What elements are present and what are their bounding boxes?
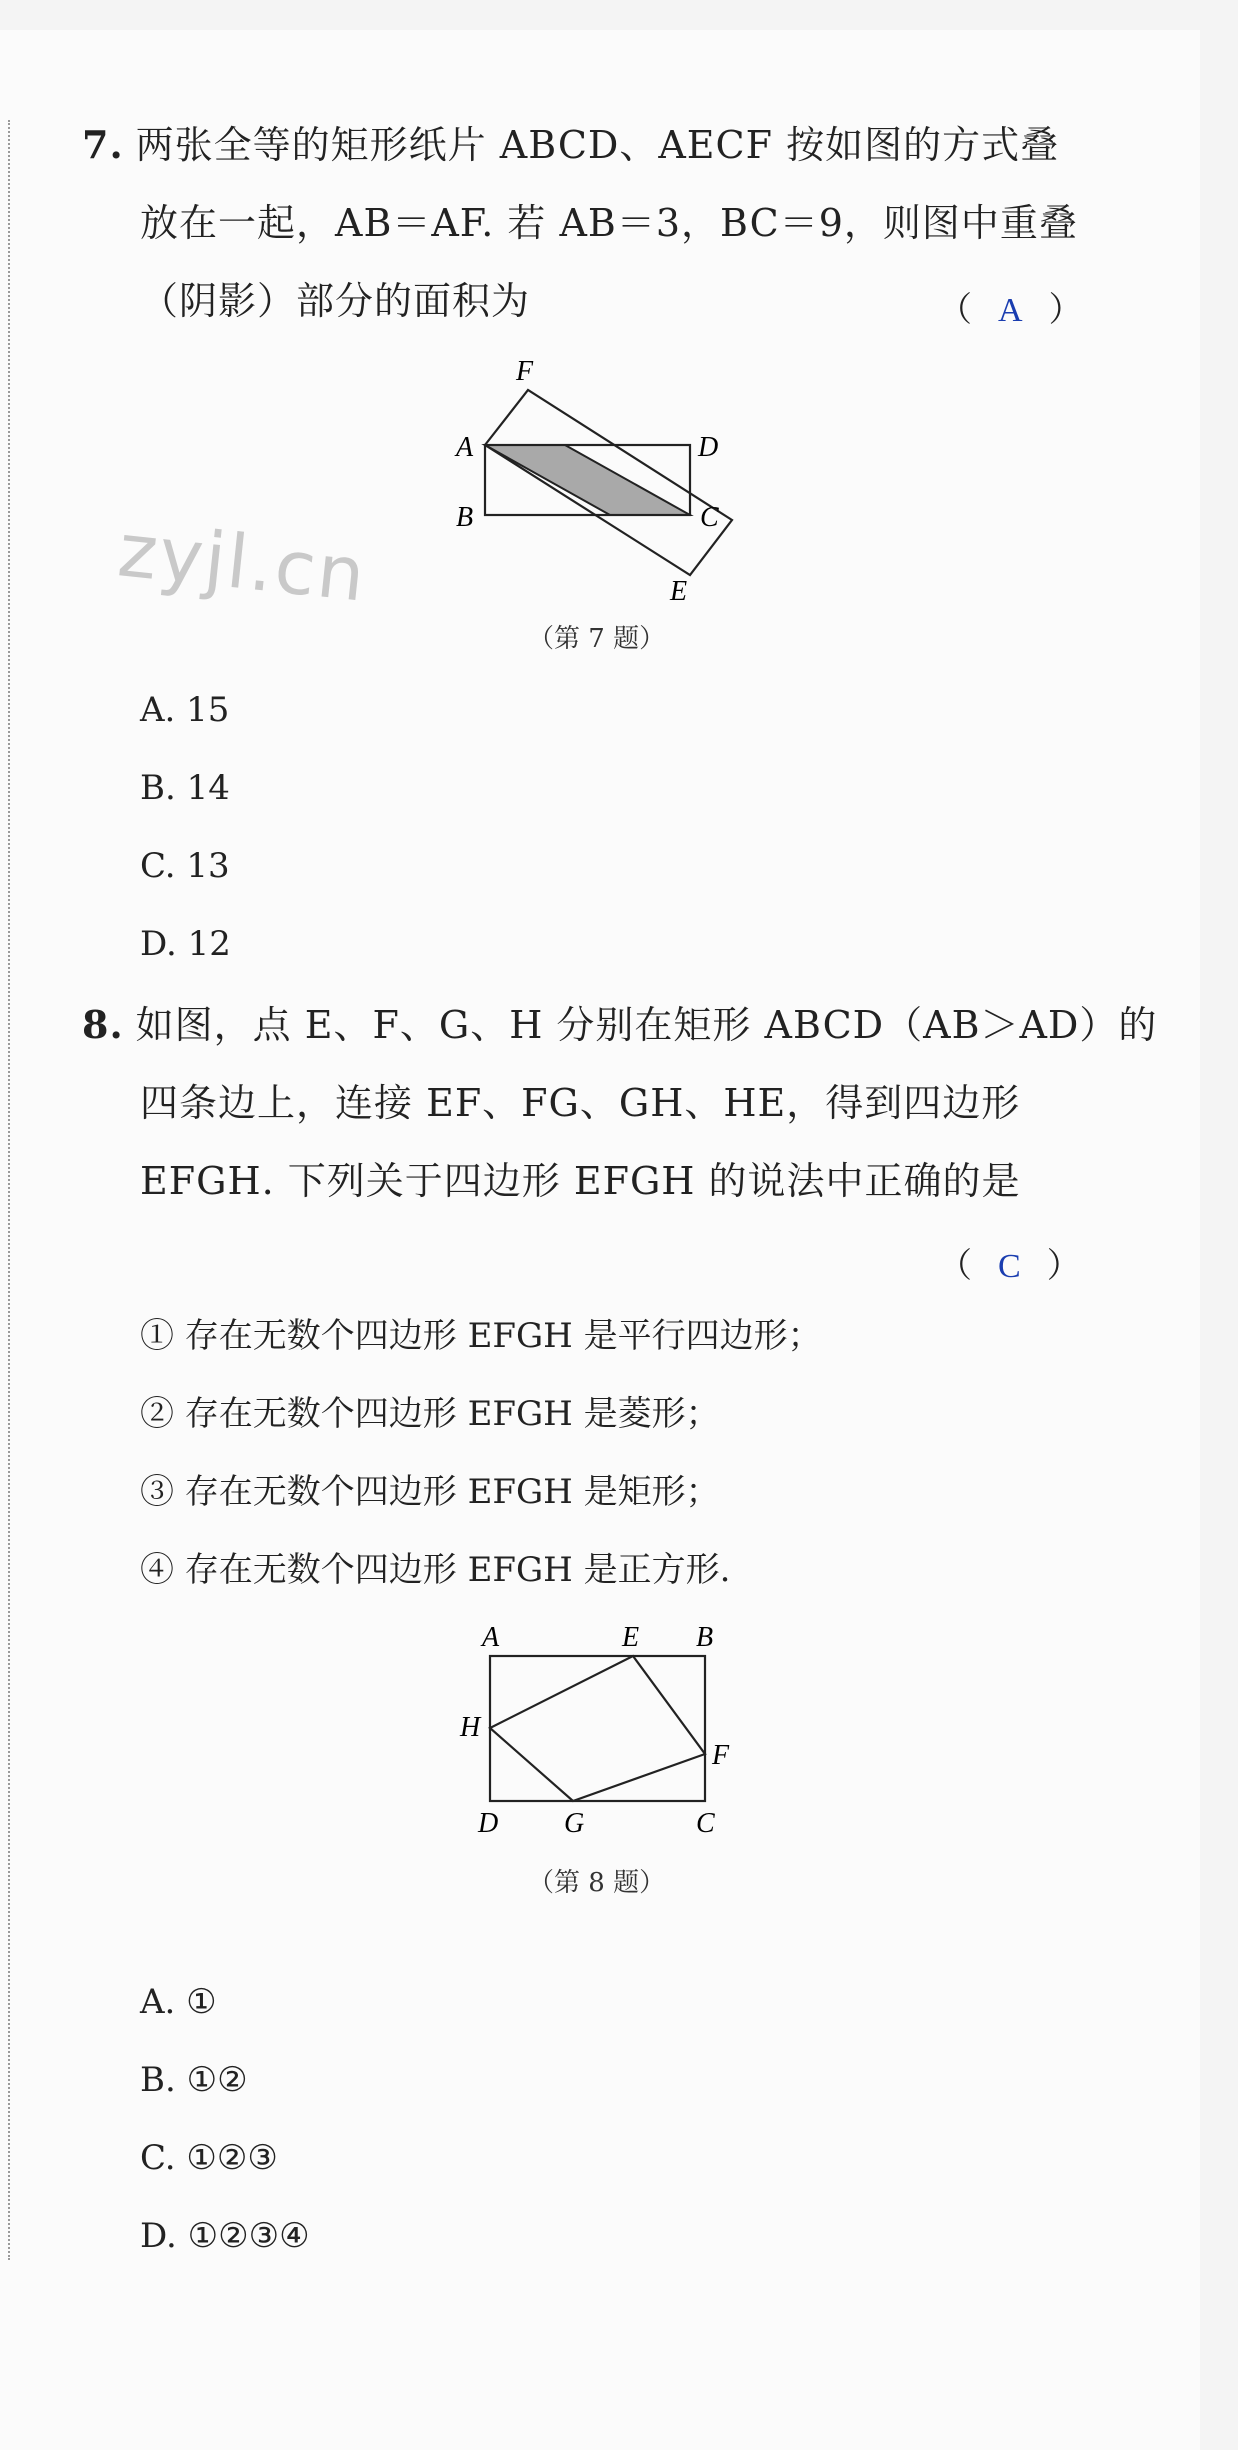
q8-label-h: H: [460, 1712, 481, 1743]
q8-number: 8.: [82, 1002, 124, 1047]
q7-shaded-overlap: [485, 445, 690, 515]
q7-label-d: D: [698, 432, 719, 463]
q7-label-b: B: [456, 502, 474, 533]
q8-rect-abcd: [490, 1656, 705, 1801]
q7-option-c[interactable]: C. 13: [140, 846, 230, 886]
q8-figure: [450, 1618, 750, 1848]
margin-dotted-line: [8, 120, 10, 2260]
q7-label-c: C: [700, 502, 719, 533]
q7-answer: A: [998, 292, 1023, 329]
q8-option-b[interactable]: B. ①②: [140, 2060, 248, 2100]
q7-option-a[interactable]: A. 15: [140, 690, 230, 730]
q7-text-1: 两张全等的矩形纸片 ABCD、AECF 按如图的方式叠: [135, 123, 1060, 167]
q8-option-a[interactable]: A. ①: [140, 1982, 217, 2022]
q8-label-d: D: [478, 1808, 499, 1839]
q7-text-3: （阴影）部分的面积为: [140, 279, 531, 323]
q7-label-a: A: [456, 432, 474, 463]
watermark: zyjl.cn: [114, 507, 371, 619]
q8-label-a: A: [482, 1622, 500, 1653]
q8-label-c: C: [696, 1808, 715, 1839]
q7-number: 7.: [82, 122, 124, 167]
q8-answer-bracket: （ C ）: [938, 1246, 1081, 1286]
q8-line-1: [82, 1002, 1157, 1048]
q7-line-1: [82, 122, 1059, 168]
q8-text-1: 如图，点 E、F、G、H 分别在矩形 ABCD（AB＞AD）的: [135, 1003, 1158, 1047]
q7-caption: （第 7 题）: [528, 624, 666, 654]
q8-statement-1: ① 存在无数个四边形 EFGH 是平行四边形；: [140, 1316, 822, 1356]
q8-caption: （第 8 题）: [528, 1868, 666, 1898]
q8-option-c[interactable]: C. ①②③: [140, 2138, 278, 2178]
q7-figure: [440, 350, 760, 610]
q8-statement-4: ④ 存在无数个四边形 EFGH 是正方形.: [140, 1550, 731, 1590]
q8-label-b: B: [696, 1622, 714, 1653]
q7-label-e: E: [670, 576, 688, 607]
q8-statement-3: ③ 存在无数个四边形 EFGH 是矩形；: [140, 1472, 720, 1512]
q8-quad-efgh: [490, 1656, 705, 1801]
q8-label-e: E: [622, 1622, 640, 1653]
q8-label-f: F: [712, 1740, 730, 1771]
q8-option-d[interactable]: D. ①②③④: [140, 2216, 310, 2256]
q8-answer: C: [998, 1248, 1021, 1285]
q8-statement-2: ② 存在无数个四边形 EFGH 是菱形；: [140, 1394, 720, 1434]
q8-text-3: EFGH. 下列关于四边形 EFGH 的说法中正确的是: [140, 1159, 1021, 1203]
q8-label-g: G: [564, 1808, 585, 1839]
q7-label-f: F: [516, 356, 534, 387]
q7-text-2: 放在一起，AB＝AF. 若 AB＝3，BC＝9，则图中重叠: [140, 201, 1078, 245]
q8-text-2: 四条边上，连接 EF、FG、GH、HE，得到四边形: [140, 1081, 1021, 1125]
q7-option-b[interactable]: B. 14: [140, 768, 230, 808]
q7-option-d[interactable]: D. 12: [140, 924, 231, 964]
q7-answer-bracket: （ A ）: [938, 290, 1083, 330]
